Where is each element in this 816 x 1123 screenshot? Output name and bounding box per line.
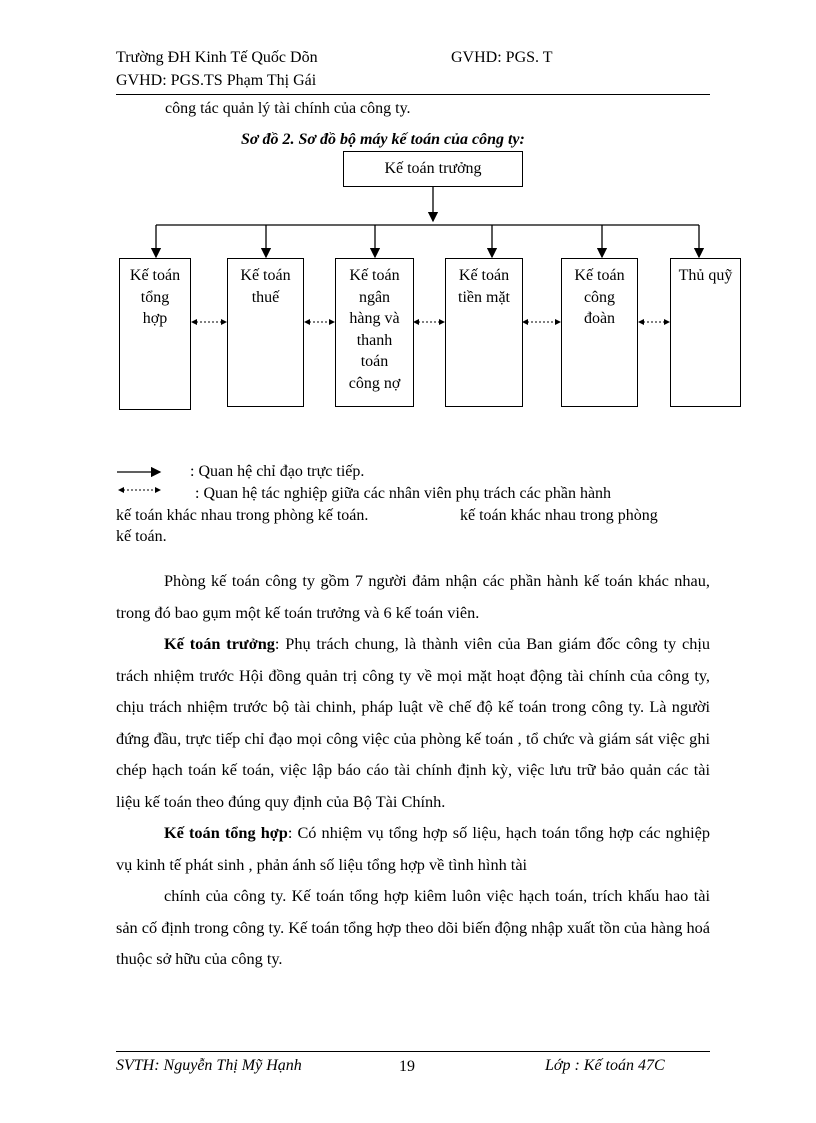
footer-student: SVTH: Nguyễn Thị Mỹ Hạnh	[116, 1057, 302, 1074]
diagram-title: Sơ đồ 2. Sơ đồ bộ máy kế toán của công ty:	[241, 131, 525, 148]
header-supervisor: GVHD: PGS.TS Phạm Thị Gái	[116, 72, 317, 89]
legend-dotted-text-3: kế toán.	[116, 528, 167, 545]
box-general-accountant: Kế toán tổng hợp	[119, 258, 191, 410]
box-treasurer: Thủ quỹ	[670, 258, 741, 407]
legend-solid-text: : Quan hệ chỉ đạo trực tiếp.	[190, 463, 365, 480]
box-cash-accountant: Kế toán tiền mặt	[445, 258, 523, 407]
header-school: Trường ĐH Kinh Tế Quốc Dõn	[116, 49, 318, 66]
legend-dotted-text-2b: kế toán khác nhau trong phòng	[460, 507, 658, 524]
legend-dotted-text-2a: kế toán khác nhau trong phòng kế toán.	[116, 507, 369, 524]
term-chief-accountant: Kế toán trưởng	[164, 634, 275, 653]
header-supervisor-short: GVHD: PGS. T	[451, 49, 553, 66]
legend-dotted-text-1: : Quan hệ tác nghiệp giữa các nhân viên phụ trách các phần hành	[195, 485, 612, 502]
page-number: 19	[399, 1058, 415, 1075]
paragraph-general-accountant-cont: chính của công ty. Kế toán tổng hợp kiêm luôn việc hạch toán, trích khấu hao tài sản cố định trong công ty. Kế toán tổng hợp theo dõi biến động nhập xuất tồn của hàng hoá thuộc sở hữu của công ty.	[116, 886, 710, 968]
footer-rule	[116, 1051, 710, 1052]
paragraph-general-accountant: Kế toán tổng hợp: Có nhiệm vụ tổng hợp số liệu, hạch toán tổng hợp các nghiệp vụ kinh tế phát sinh , phản ánh số liệu tổng hợp về tình hình tài	[116, 823, 710, 874]
box-tax-accountant: Kế toán thuế	[227, 258, 304, 407]
body-text	[116, 565, 710, 975]
box-bank-payables-accountant: Kế toán ngân hàng và thanh toán công nợ	[335, 258, 414, 407]
paragraph-staffing: Phòng kế toán công ty gồm 7 người đảm nhận các phần hành kế toán khác nhau, trong đó bao gụm một kế toán trưởng và 6 kế toán viên.	[116, 571, 710, 622]
intro-line: công tác quản lý tài chính của công ty.	[165, 100, 411, 117]
box-union-accountant: Kế toán công đoàn	[561, 258, 638, 407]
box-chief-accountant: Kế toán trưởng	[343, 151, 523, 187]
term-general-accountant: Kế toán tổng hợp	[164, 823, 288, 842]
footer-class: Lớp : Kế toán 47C	[545, 1057, 665, 1074]
paragraph-chief-accountant: Kế toán trưởng: Phụ trách chung, là thành viên của Ban giám đốc công ty chịu trách nhiệm trước Hội đồng quản trị công ty về mọi mặt hoạt động tài chính của công ty, chịu trách nhiệm trước bộ tài chinh, pháp luật về chế độ kế toán trong công ty. Là người đứng đầu, trực tiếp chỉ đạo mọi công việc của phòng kế toán , tổ chức và giám sát việc ghi chép hạch toán kế toán, việc lập báo cáo tài chính định kỳ, việc lưu trữ bảo quản các tài liệu kế toán theo đúng quy định của Bộ Tài Chính.	[116, 634, 710, 811]
